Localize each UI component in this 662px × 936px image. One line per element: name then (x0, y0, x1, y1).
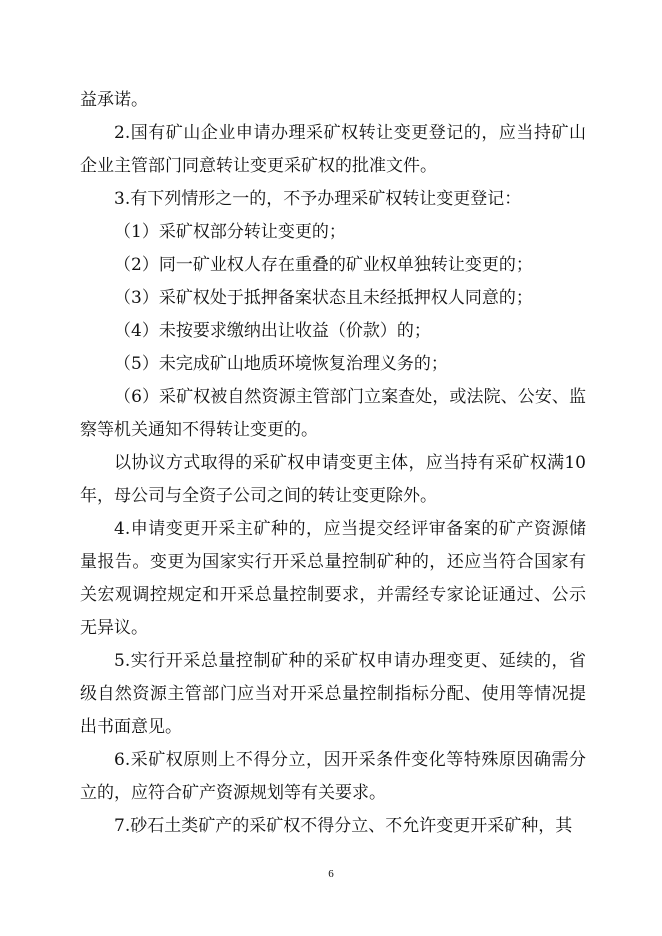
list-item-6: （6）采矿权被自然资源主管部门立案查处，或法院、公安、监察等机关通知不得转让变更的。 (80, 387, 586, 440)
page-number: 6 (328, 868, 334, 880)
paragraph-item-2: 2.国有矿山企业申请办理采矿权转让变更登记的，应当持矿山企业主管部门同意转让变更采矿权的批准文件。 (80, 123, 586, 176)
paragraph-item-3: 3.有下列情形之一的，不予办理采矿权转让变更登记： (114, 189, 522, 209)
paragraph-item-6: 6.采矿权原则上不得分立，因开采条件变化等特殊原因确需分立的，应符合矿产资源规划等有关要求。 (80, 750, 586, 803)
list-item-4: （4）未按要求缴纳出让收益（价款）的； (114, 321, 431, 341)
document-body (80, 84, 586, 843)
paragraph-continuation: 益承诺。 (80, 90, 148, 110)
list-item-3: （3）采矿权处于抵押备案状态且未经抵押权人同意的； (114, 288, 533, 308)
list-item-1: （1）采矿权部分转让变更的； (114, 222, 346, 242)
paragraph-item-4: 4.申请变更开采主矿种的，应当提交经评审备案的矿产资源储量报告。变更为国家实行开采总量控制矿种的，还应当符合国家有关宏观调控规定和开采总量控制要求，并需经专家论证通过、公示无异议。 (80, 519, 586, 638)
paragraph-item-5: 5.实行开采总量控制矿种的采矿权申请办理变更、延续的，省级自然资源主管部门应当对开采总量控制指标分配、使用等情况提出书面意见。 (80, 651, 586, 737)
list-item-5: （5）未完成矿山地质环境恢复治理义务的； (114, 354, 448, 374)
paragraph-agreement-note: 以协议方式取得的采矿权申请变更主体，应当持有采矿权满10年，母公司与全资子公司之间的转让变更除外。 (80, 453, 586, 506)
list-item-2: （2）同一矿业权人存在重叠的矿业权单独转让变更的； (114, 255, 533, 275)
paragraph-item-7: 7.砂石土类矿产的采矿权不得分立、不允许变更开采矿种，其 (114, 816, 573, 836)
